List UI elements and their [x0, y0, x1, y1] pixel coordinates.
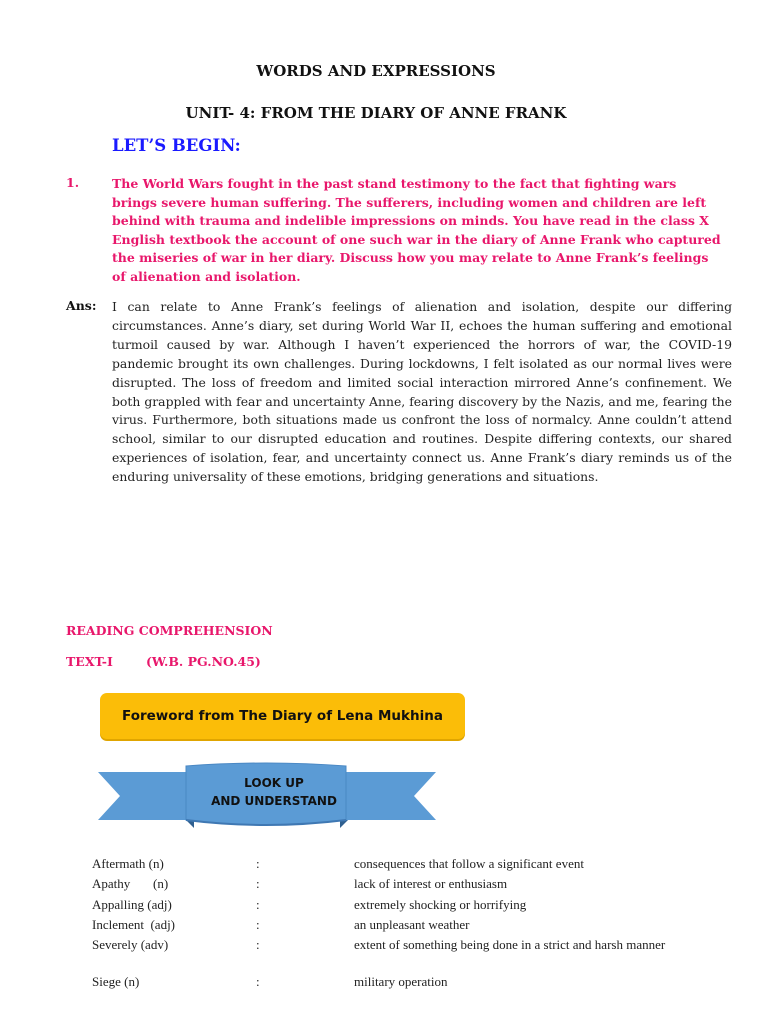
vocab-row	[0, 937, 768, 974]
vocab-meaning: consequences that follow a significant event	[354, 856, 584, 871]
vocab-meaning: lack of interest or enthusiasm	[354, 876, 508, 891]
vocab-separator: :	[256, 897, 260, 912]
answer-label: Ans:	[66, 298, 97, 313]
question-number: 1.	[66, 175, 80, 190]
vocab-word: Aftermath (n)	[92, 856, 164, 871]
vocab-meaning: an unpleasant weather	[354, 917, 470, 932]
vocab-row	[0, 897, 768, 917]
vocab-word: Inclement (adj)	[92, 917, 176, 932]
ribbon-line-2: AND UNDERSTAND	[211, 794, 337, 808]
vocab-row	[0, 917, 768, 937]
vocab-separator: :	[256, 974, 260, 989]
vocab-separator: :	[256, 856, 260, 871]
lets-begin-heading: LET’S BEGIN:	[112, 136, 241, 155]
vocab-meaning: extremely shocking or horrifying	[354, 897, 527, 912]
vocab-row	[0, 856, 768, 876]
unit-title: UNIT- 4: FROM THE DIARY OF ANNE FRANK	[185, 104, 567, 122]
page-title: WORDS AND EXPRESSIONS	[256, 62, 496, 80]
vocab-separator: :	[256, 876, 260, 891]
vocab-separator: :	[256, 917, 260, 932]
vocab-word: Severely (adv)	[92, 937, 169, 952]
vocab-row	[0, 974, 768, 994]
ribbon-text	[186, 774, 362, 810]
foreword-label: Foreword from The Diary of Lena Mukhina	[122, 708, 443, 724]
page-reference: (W.B. PG.NO.45)	[146, 654, 261, 669]
reading-heading: READING COMPREHENSION	[66, 623, 273, 638]
vocab-meaning: extent of something being done in a strict and harsh manner	[354, 937, 666, 952]
text-label: TEXT-I	[66, 654, 113, 669]
vocab-word: Siege (n)	[92, 974, 140, 989]
question-text: The World Wars fought in the past stand testimony to the fact that fighting wars brings severe human suffering. The sufferers, including women and children are left behind with trauma and indelible impressions on minds. You have read in the class X English textbook the account of one such war in the diary of Anne Frank who captured the miseries of war in her diary. Discuss how you may relate to Anne Frank’s feelings of alienation and isolation.	[112, 176, 721, 284]
ribbon-line-1: LOOK UP	[244, 776, 304, 790]
vocab-word: Appalling (adj)	[92, 897, 172, 912]
vocabulary-list	[0, 856, 768, 994]
vocab-word: Apathy (n)	[92, 876, 169, 891]
vocab-separator: :	[256, 937, 260, 952]
foreword-banner	[100, 693, 465, 739]
answer-text: I can relate to Anne Frank’s feelings of alienation and isolation, despite our differing circumstances. Anne’s diary, set during World War II, echoes the human suffering and emotional turmoil caused by war. Although I haven’t experienced the horrors of war, the COVID-19 pandemic brought its own challenges. During lockdowns, I felt isolated as our normal lives were disrupted. The loss of freedom and limited social interaction mirrored Anne’s confinement. We both grappled with fear and uncertainty Anne, fearing discovery by the Nazis, and me, fearing the virus. Furthermore, both situations made us confront the loss of normalcy. Anne couldn’t attend school, similar to our disrupted education and routines. Despite differing contexts, our shared experiences of isolation, fear, and uncertainty connect us. Anne Frank’s diary reminds us of the enduring universality of these emotions, bridging generations and situations.	[112, 299, 732, 485]
vocab-row	[0, 876, 768, 897]
vocab-meaning: military operation	[354, 974, 448, 989]
